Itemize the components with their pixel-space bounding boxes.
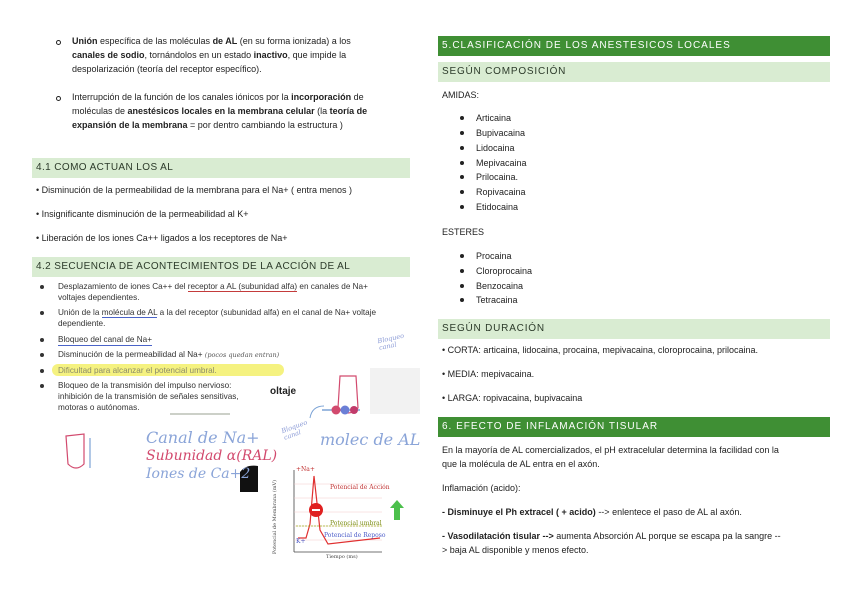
sec41-line-3: • Liberación de los iones Ca++ ligados a los receptores de Na+: [36, 233, 288, 243]
bullet-dot-icon: [460, 284, 464, 288]
text: a la del receptor (subunidad alfa) en el canal de Na+ voltaje: [157, 308, 377, 317]
text: voltajes dependientes.: [58, 293, 140, 302]
handwritten-bloqueo-canal: Bloqueo canal: [376, 331, 405, 353]
bullet-dot-icon: [460, 146, 464, 150]
amida-item: Etidocaina: [476, 201, 518, 213]
duracion-larga: • LARGA: ropivacaina, bupivacaina: [442, 393, 583, 403]
text: Disminución de la permeabilidad al Na+: [58, 350, 203, 359]
ester-item: Procaina: [476, 250, 512, 262]
section-header-6: 6. EFECTO DE INFLAMACIÓN TISULAR: [438, 417, 830, 437]
section-header-4-1: 4.1 COMO ACTUAN LOS AL: [32, 158, 410, 178]
text: de: [351, 92, 364, 102]
bullet-dot-icon: [460, 190, 464, 194]
text: , que impide la: [287, 50, 347, 60]
text: Interrupción de la función de los canales iónicos por la: [72, 92, 292, 102]
membrane-potential-graph: [272, 464, 410, 564]
bullet-dot-icon: [40, 285, 44, 289]
handwritten-note: (pocos quedan entran): [204, 351, 280, 359]
graph-ylabel: Potencial de Membrana (mV): [272, 479, 279, 555]
graph-label-na: +Na+: [296, 466, 315, 473]
bullet-dot-icon: [460, 175, 464, 179]
sec41-line-2: • Insignificante disminución de la permeabilidad al K+: [36, 209, 249, 219]
inflamacion-p4c: > baja AL disponible y menos efecto.: [442, 545, 589, 555]
text: Desplazamiento de iones Ca++ del: [58, 282, 188, 291]
voltaje-fragment: oltaje: [270, 386, 297, 397]
text: despolarización (teoría del receptor específico).: [72, 64, 262, 74]
subheader-composicion: SEGÚN COMPOSICIÓN: [438, 62, 830, 82]
diagram-background: [370, 368, 420, 414]
ester-item: Cloroprocaina: [476, 265, 532, 277]
bullet-dot-icon: [460, 131, 464, 135]
text-bold: - Disminuye el Ph extracel ( + acido): [442, 507, 596, 517]
channel-drawing-icon: [66, 434, 84, 468]
text-underlined: molécula de AL: [101, 308, 158, 317]
interrupcion-paragraph: [72, 90, 412, 132]
text-bold: de AL: [212, 36, 238, 46]
inflamacion-p2: Inflamación (acido):: [442, 483, 521, 493]
bullet-circle-icon: [56, 40, 61, 45]
section-header-5: 5.CLASIFICACIÓN DE LOS ANESTESICOS LOCALES: [438, 36, 830, 56]
bullet-circle-icon: [56, 96, 61, 101]
molecule-atom-icon: [341, 406, 350, 415]
inflamacion-p1a: En la mayoría de AL comercializados, el pH extracelular determina la facilidad con la: [442, 445, 779, 455]
text: específica de las moléculas: [97, 36, 213, 46]
duracion-media: • MEDIA: mepivacaina.: [442, 369, 535, 379]
text-bold: inactivo: [253, 50, 288, 60]
text-underlined: Bloqueo del canal de Na+: [58, 335, 153, 344]
inflamacion-p4: [442, 530, 781, 542]
bullet-dot-icon: [460, 205, 464, 209]
text: --> enlentece el paso de AL al axón.: [595, 507, 742, 517]
graph-label-rest: Potencial de Reposo: [324, 532, 386, 539]
bullet-dot-icon: [40, 353, 44, 357]
bullet-dot-icon: [40, 311, 44, 315]
text: Unión de la: [58, 308, 102, 317]
amida-item: Ropivacaina: [476, 186, 526, 198]
graph-label-k: K+: [296, 538, 306, 545]
ester-item: Benzocaina: [476, 280, 523, 292]
text-bold: - Vasodilatación tisular -->: [442, 531, 554, 541]
text-highlighted: Dificultad para alcanzar el potencial umbral.: [58, 366, 217, 375]
text: Bloqueo de la transmisión del impulso nervioso:: [58, 381, 232, 390]
text: aumenta Absorción AL porque se escapa pa la sangre --: [553, 531, 781, 541]
handwritten-canal-na: Canal de Na+: [146, 428, 260, 447]
text-bold: expansión de la membrana: [72, 120, 188, 130]
section-header-4-2: 4.2 SECUENCIA DE ACONTECIMIENTOS DE LA ACCIÓN DE AL: [32, 257, 410, 277]
duracion-corta: • CORTA: articaina, lidocaina, procaina, mepivacaina, cloroprocaina, prilocaina.: [442, 345, 758, 355]
bullet-dot-icon: [40, 338, 44, 342]
text-bold: canales de sodio: [72, 50, 145, 60]
amidas-label: AMIDAS:: [442, 90, 480, 100]
text: inhibición de la transmisión de señales sensitivas,: [58, 392, 239, 401]
text: (en su forma ionizada) a los: [237, 36, 351, 46]
text: , tornándolos en un estado: [144, 50, 254, 60]
text-bold: incorporación: [291, 92, 352, 102]
bullet-dot-icon: [460, 298, 464, 302]
bullet-dot-icon: [460, 269, 464, 273]
amida-item: Bupivacaina: [476, 127, 525, 139]
bullet-dot-icon: [460, 116, 464, 120]
bullet-dot-icon: [460, 254, 464, 258]
amida-item: Mepivacaina: [476, 157, 527, 169]
text: motoras o autónomas.: [58, 403, 140, 412]
text-bold: Unión: [72, 36, 98, 46]
esteres-label: ESTERES: [442, 227, 485, 237]
amida-item: Articaina: [476, 112, 511, 124]
union-paragraph: [72, 34, 402, 76]
amida-item: Prilocaina.: [476, 171, 518, 183]
ester-item: Tetracaina: [476, 294, 518, 306]
graph-label-threshold: Potencial umbral: [330, 520, 382, 527]
text: = por dentro cambiando la estructura ): [187, 120, 343, 130]
bullet-dot-icon: [460, 161, 464, 165]
subheader-duracion: SEGÚN DURACIÓN: [438, 319, 830, 339]
text: en canales de Na+: [297, 282, 368, 291]
molecule-atom-icon: [350, 406, 358, 414]
graph-label-action: Potencial de Acción: [330, 484, 390, 491]
graph-xlabel: Tiempo (ms): [326, 554, 358, 560]
handwritten-molec-de-al: molec de AL: [320, 430, 421, 449]
amida-item: Lidocaina: [476, 142, 515, 154]
handwritten-subunidad: Subunidad α(RAL): [146, 448, 278, 464]
inflamacion-p3: [442, 506, 742, 518]
text-bold: teoría de: [329, 106, 368, 116]
graph-background: [272, 464, 410, 564]
text: moléculas de: [72, 106, 128, 116]
text: dependiente.: [58, 319, 106, 328]
molecule-atom-icon: [332, 406, 341, 415]
text-underlined: receptor a AL (subunidad alfa): [187, 282, 298, 291]
sec41-line-1: • Disminución de la permeabilidad de la membrana para el Na+ ( entra menos ): [36, 185, 353, 195]
handwritten-bloqueo-canal-2: Bloqueo canal: [280, 418, 309, 442]
text: (la: [314, 106, 330, 116]
stop-sign-bar: [312, 509, 320, 511]
inflamacion-p1b: que la molécula de AL entra en el axón.: [442, 459, 600, 469]
text-bold: anestésicos locales en la membrana celular: [127, 106, 315, 116]
handwritten-iones-ca: Iones de Ca+2: [146, 466, 251, 482]
